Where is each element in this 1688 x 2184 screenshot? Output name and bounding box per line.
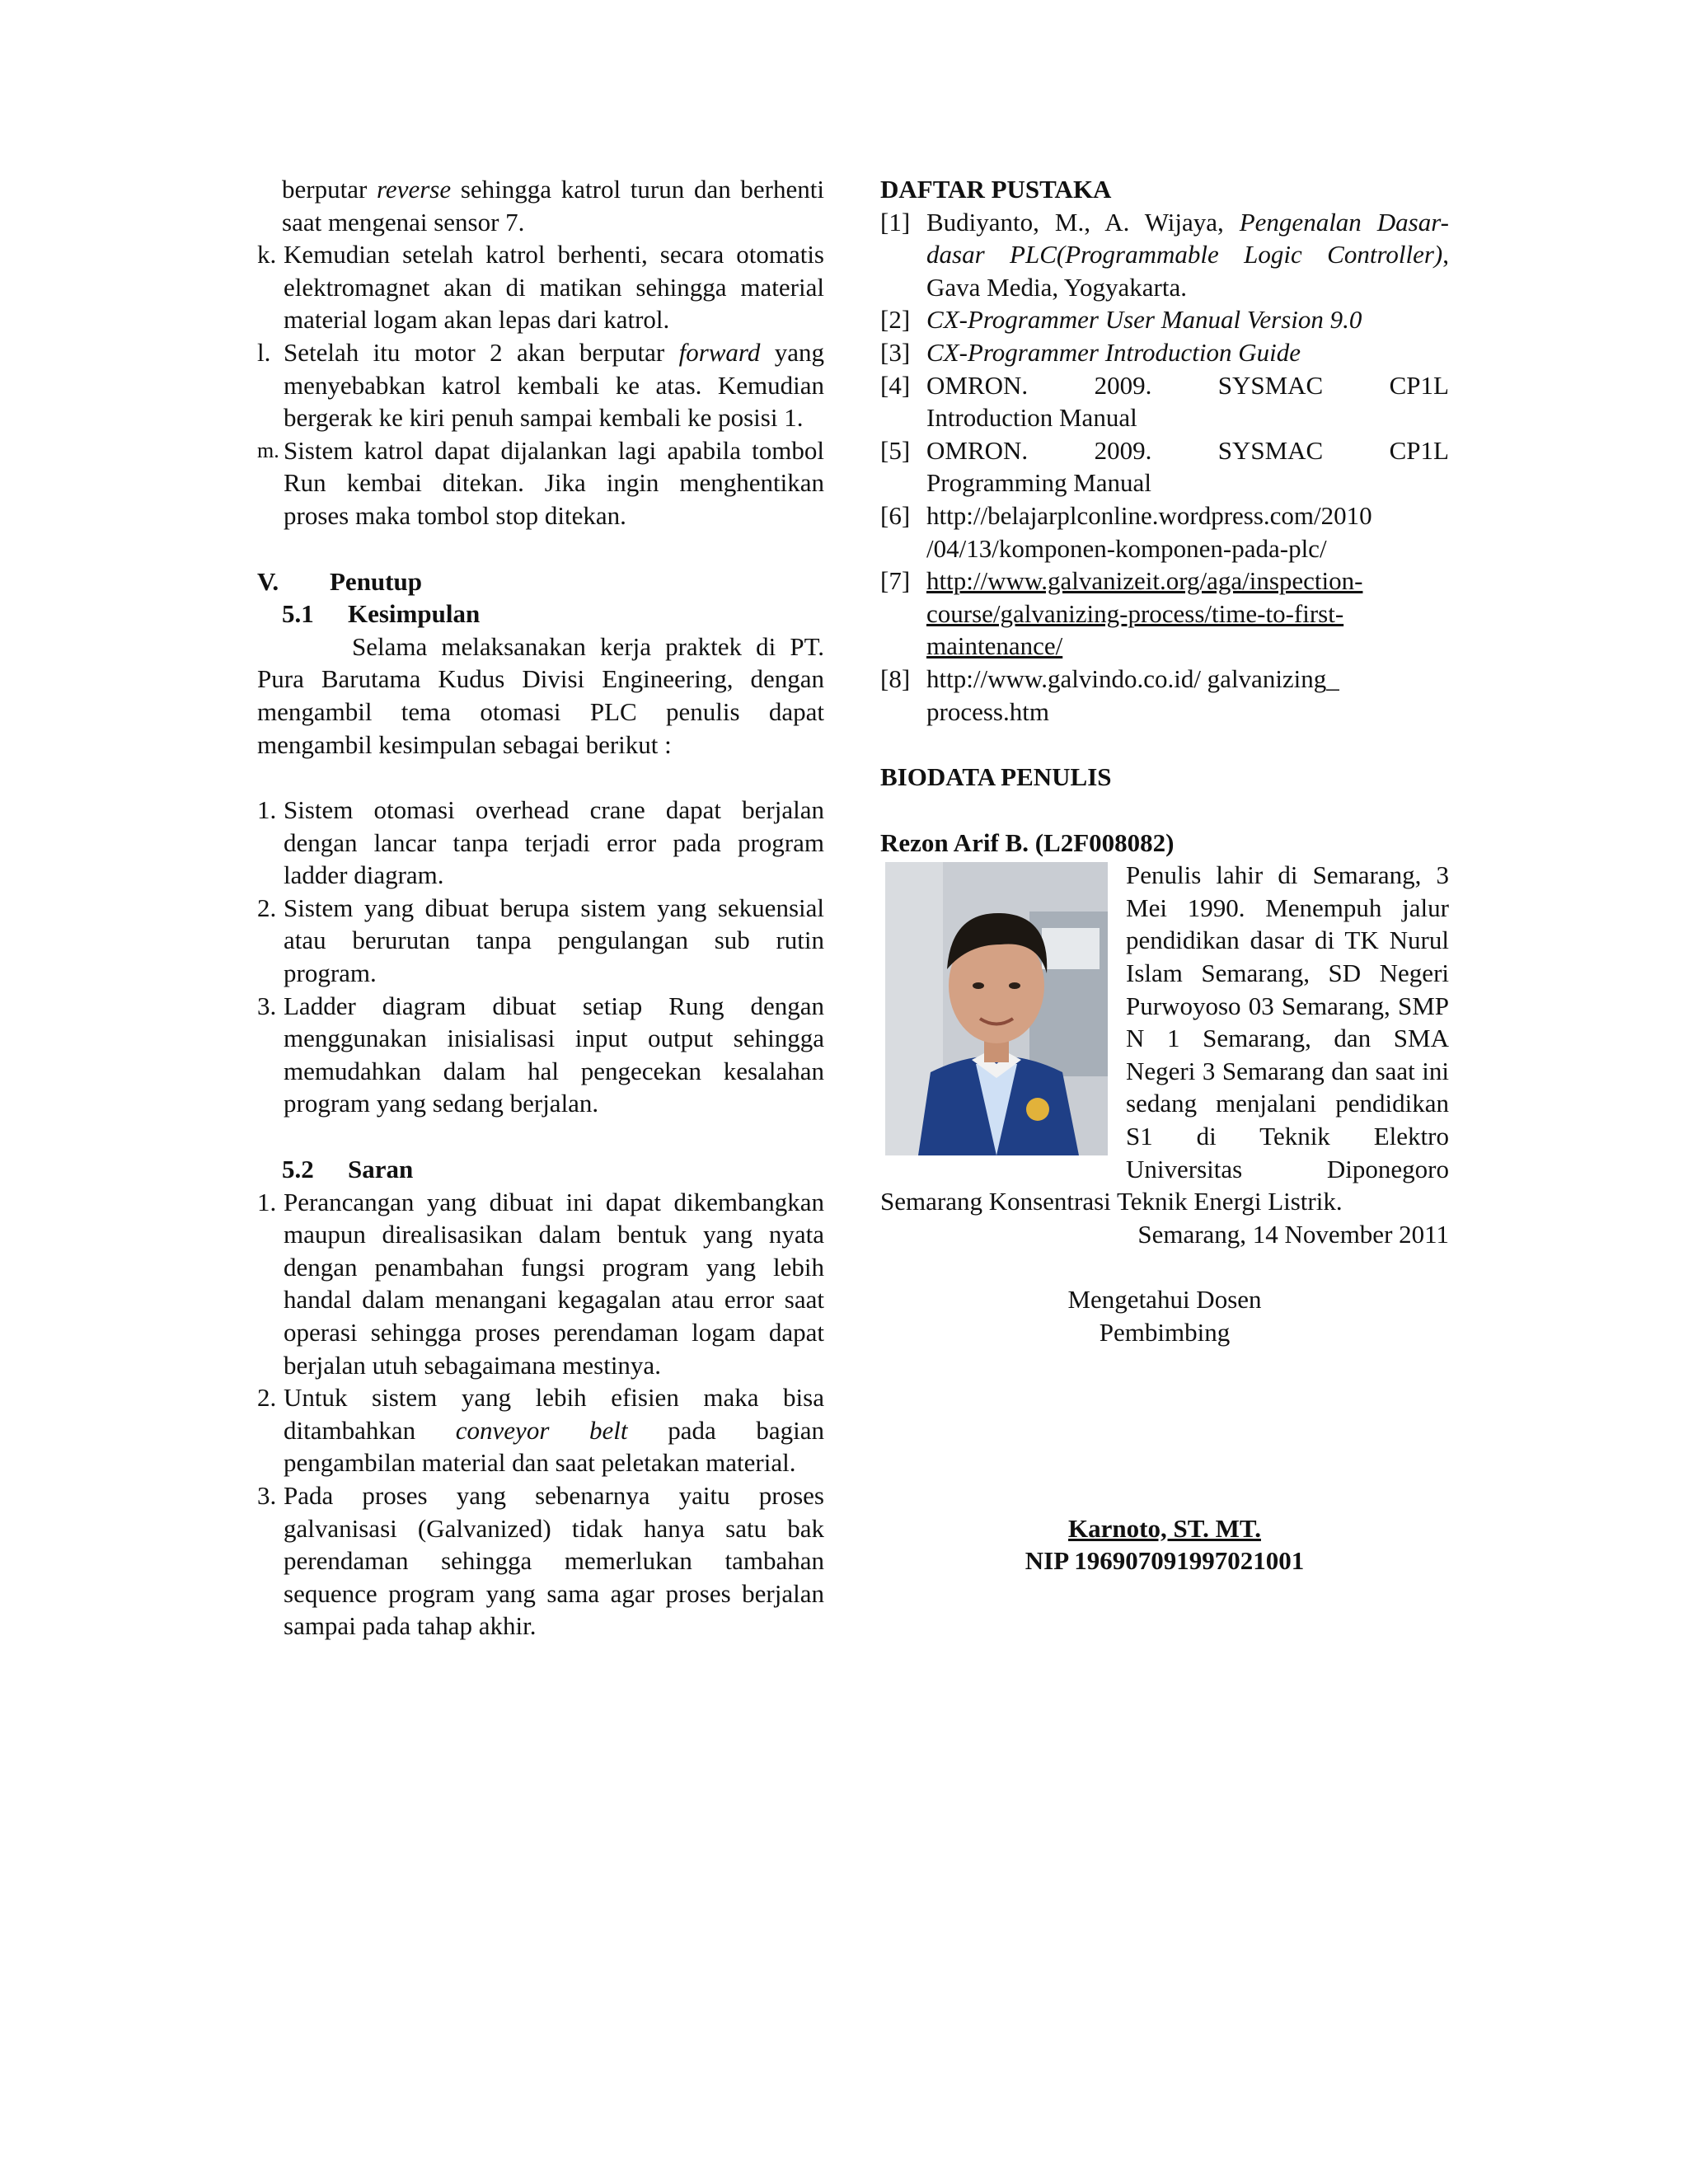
author-photo	[885, 862, 1108, 1155]
reference-number: [3]	[880, 337, 911, 367]
place-date: Semarang, 14 November 2011	[1137, 1219, 1449, 1249]
text-span: SYSMAC	[1217, 370, 1324, 400]
reference-link-line[interactable]: http://www.galvanizeit.org/aga/inspection-	[926, 566, 1363, 596]
text-span: Untuk sistem yang lebih efisien maka bisa ditambahkan	[284, 1383, 824, 1445]
list-item-text	[284, 1381, 824, 1479]
reference-number: [6]	[880, 500, 911, 530]
reference-2	[880, 303, 1449, 336]
saran-item-1	[257, 1186, 824, 1382]
list-item-text: Sistem otomasi overhead crane dapat berjalan dengan lancar tanpa terjadi error pada program ladder diagram.	[284, 795, 824, 890]
reference-text	[926, 369, 1449, 434]
references-heading: DAFTAR PUSTAKA	[880, 175, 1112, 204]
text-span: sehingga katrol turun dan berhenti saat mengenai sensor 7.	[282, 175, 824, 237]
text-span: 2009.	[1094, 370, 1152, 400]
section-title: Penutup	[330, 566, 422, 596]
text-span: Budiyanto, M., A. Wijaya,	[926, 207, 1240, 237]
text-span: pada bagian pengambilan material dan saat peletakan material.	[284, 1415, 824, 1478]
biodata-text: Penulis lahir di Semarang, 3 Mei 1990. Menempuh jalur pendidikan dasar di TK Nurul Islam Semarang, SD Negeri Purwoyoso 03 Semarang, SMP N 1 Semarang, dan SMA Negeri 3 Semarang dan saat ini sedang menjalani pendidikan S1 di Teknik Elektro Universitas Diponegoro Semarang Konsentrasi Teknik Energi Listrik.	[880, 860, 1449, 1216]
saran-item-3	[257, 1479, 824, 1643]
right-column	[880, 173, 1449, 1577]
list-item-j-continuation	[257, 173, 824, 238]
reference-link-line[interactable]: course/galvanizing-process/time-to-first-	[926, 598, 1344, 628]
reference-6	[880, 499, 1449, 565]
list-marker: 2.	[257, 1383, 277, 1413]
list-item-text: Ladder diagram dibuat setiap Rung dengan menggunakan inisialisasi input output sehingga memudahkan dalam hal pengecekan kesalahan program yang sedang berjalan.	[284, 991, 824, 1118]
list-marker: l.	[257, 337, 271, 367]
text-span: OMRON.	[926, 370, 1029, 400]
subsection-number: 5.2	[282, 1155, 314, 1184]
approval-label: Mengetahui Dosen	[1067, 1285, 1262, 1315]
author-name: Rezon Arif B. (L2F008082)	[880, 827, 1175, 857]
reference-3	[880, 336, 1449, 369]
reference-7	[880, 565, 1449, 663]
list-marker: m.	[257, 438, 279, 462]
reference-line: process.htm	[926, 696, 1049, 726]
reference-text	[926, 499, 1449, 565]
italic-term: reverse	[377, 175, 452, 204]
reference-line: /04/13/komponen-komponen-pada-plc/	[926, 533, 1327, 563]
subsection-heading-kesimpulan	[257, 598, 824, 630]
reference-number: [8]	[880, 663, 911, 693]
reference-number: [1]	[880, 207, 911, 237]
reference-link[interactable]	[926, 565, 1449, 663]
subsection-number: 5.1	[282, 599, 314, 629]
text-span: , Gava Media, Yogyakarta.	[926, 240, 1449, 302]
reference-5	[880, 434, 1449, 499]
section-heading	[257, 565, 824, 598]
list-item-k	[257, 238, 824, 336]
signer-name: Karnoto, ST. MT.	[1068, 1513, 1261, 1543]
italic-term: conveyor belt	[455, 1415, 628, 1445]
text-span: CP1L	[1389, 435, 1449, 465]
portrait-illustration	[885, 862, 1108, 1155]
list-marker: 3.	[257, 991, 277, 1020]
reference-4	[880, 369, 1449, 434]
reference-number: [7]	[880, 566, 911, 596]
list-item-text	[284, 336, 824, 434]
kesimpulan-item-3	[257, 990, 824, 1120]
list-marker: 2.	[257, 893, 277, 922]
text-span: berputar	[282, 175, 377, 204]
text-span: yang menyebabkan katrol kembali ke atas. Kemudian bergerak ke kiri penuh sampai kembali ke posisi 1.	[284, 337, 824, 433]
left-column	[257, 173, 824, 1643]
list-item-m	[257, 434, 824, 532]
kesimpulan-paragraph: Selama melaksanakan kerja praktek di PT. Pura Barutama Kudus Divisi Engineering, dengan mengambil tema otomasi PLC penulis dapat mengambil kesimpulan sebagai berikut :	[257, 631, 824, 759]
reference-line: Programming Manual	[926, 468, 1151, 498]
biodata-heading: BIODATA PENULIS	[880, 762, 1112, 792]
reference-8	[880, 663, 1449, 728]
reference-number: [2]	[880, 305, 911, 335]
text-span: Setelah itu motor 2 akan berputar	[284, 337, 679, 367]
approval-label: Pembimbing	[1099, 1318, 1231, 1347]
reference-line: http://www.galvindo.co.id/ galvanizing_	[926, 663, 1339, 693]
spacer	[257, 532, 824, 565]
reference-line	[926, 434, 1449, 467]
italic-term: forward	[678, 337, 761, 367]
kesimpulan-item-2	[257, 892, 824, 990]
signer-nip: NIP 196907091997021001	[1025, 1546, 1305, 1576]
list-marker: 3.	[257, 1480, 277, 1510]
subsection-heading-saran	[257, 1153, 824, 1186]
spacer	[257, 761, 824, 794]
saran-item-2	[257, 1381, 824, 1479]
spacer	[880, 794, 1449, 827]
section-number: V.	[257, 566, 279, 596]
reference-number: [5]	[880, 435, 911, 465]
reference-line: http://belajarplconline.wordpress.com/2010	[926, 500, 1372, 530]
text-span: OMRON.	[926, 435, 1029, 465]
list-item-text: Perancangan yang dibuat ini dapat dikembangkan maupun direalisasikan dalam bentuk yang nyata dengan penambahan fungsi program yang lebih handal dalam menangani kegagalan atau error saat operasi sehingga proses perendaman logam dapat berjalan utuh sebagaimana mestinya.	[284, 1187, 824, 1380]
reference-text: CX-Programmer Introduction Guide	[926, 337, 1301, 367]
spacer	[880, 1250, 1449, 1283]
list-item-text: Pada proses yang sebenarnya yaitu proses galvanisasi (Galvanized) tidak hanya satu bak perendaman sehingga memerlukan tambahan sequence program yang sama agar proses berjalan sampai pada tahap akhir.	[284, 1480, 824, 1641]
biodata-block	[880, 859, 1449, 1218]
list-marker: k.	[257, 240, 277, 269]
reference-1	[880, 206, 1449, 304]
kesimpulan-item-1	[257, 794, 824, 892]
list-item-text: Sistem yang dibuat berupa sistem yang sekuensial atau berurutan tanpa pengulangan sub rutin program.	[284, 893, 824, 988]
list-marker: 1.	[257, 1187, 277, 1216]
text-span: CP1L	[1389, 370, 1449, 400]
reference-text: CX-Programmer User Manual Version 9.0	[926, 305, 1362, 335]
reference-number: [4]	[880, 370, 911, 400]
reference-link-line[interactable]: maintenance/	[926, 631, 1063, 661]
spacer	[257, 1120, 824, 1153]
list-item-text: Sistem katrol dapat dijalankan lagi apabila tombol Run kembai ditekan. Jika ingin menghentikan proses maka tombol stop ditekan.	[284, 435, 824, 530]
reference-line	[926, 369, 1449, 402]
reference-text	[926, 206, 1449, 304]
reference-line: Introduction Manual	[926, 403, 1137, 433]
text-span: SYSMAC	[1217, 435, 1324, 465]
list-marker: 1.	[257, 795, 277, 825]
subsection-title: Kesimpulan	[348, 599, 481, 629]
spacer	[880, 728, 1449, 761]
italic-title: Pengenalan Dasar-dasar PLC(Programmable Logic Controller)	[926, 207, 1449, 269]
reference-text	[926, 434, 1449, 499]
text-span: 2009.	[1094, 435, 1152, 465]
signature-space	[880, 1349, 1449, 1512]
list-item-text: Kemudian setelah katrol berhenti, secara otomatis elektromagnet akan di matikan sehingga material material logam akan lepas dari katrol.	[284, 240, 824, 335]
list-item-l	[257, 336, 824, 434]
reference-text	[926, 663, 1449, 728]
subsection-title: Saran	[348, 1155, 414, 1184]
